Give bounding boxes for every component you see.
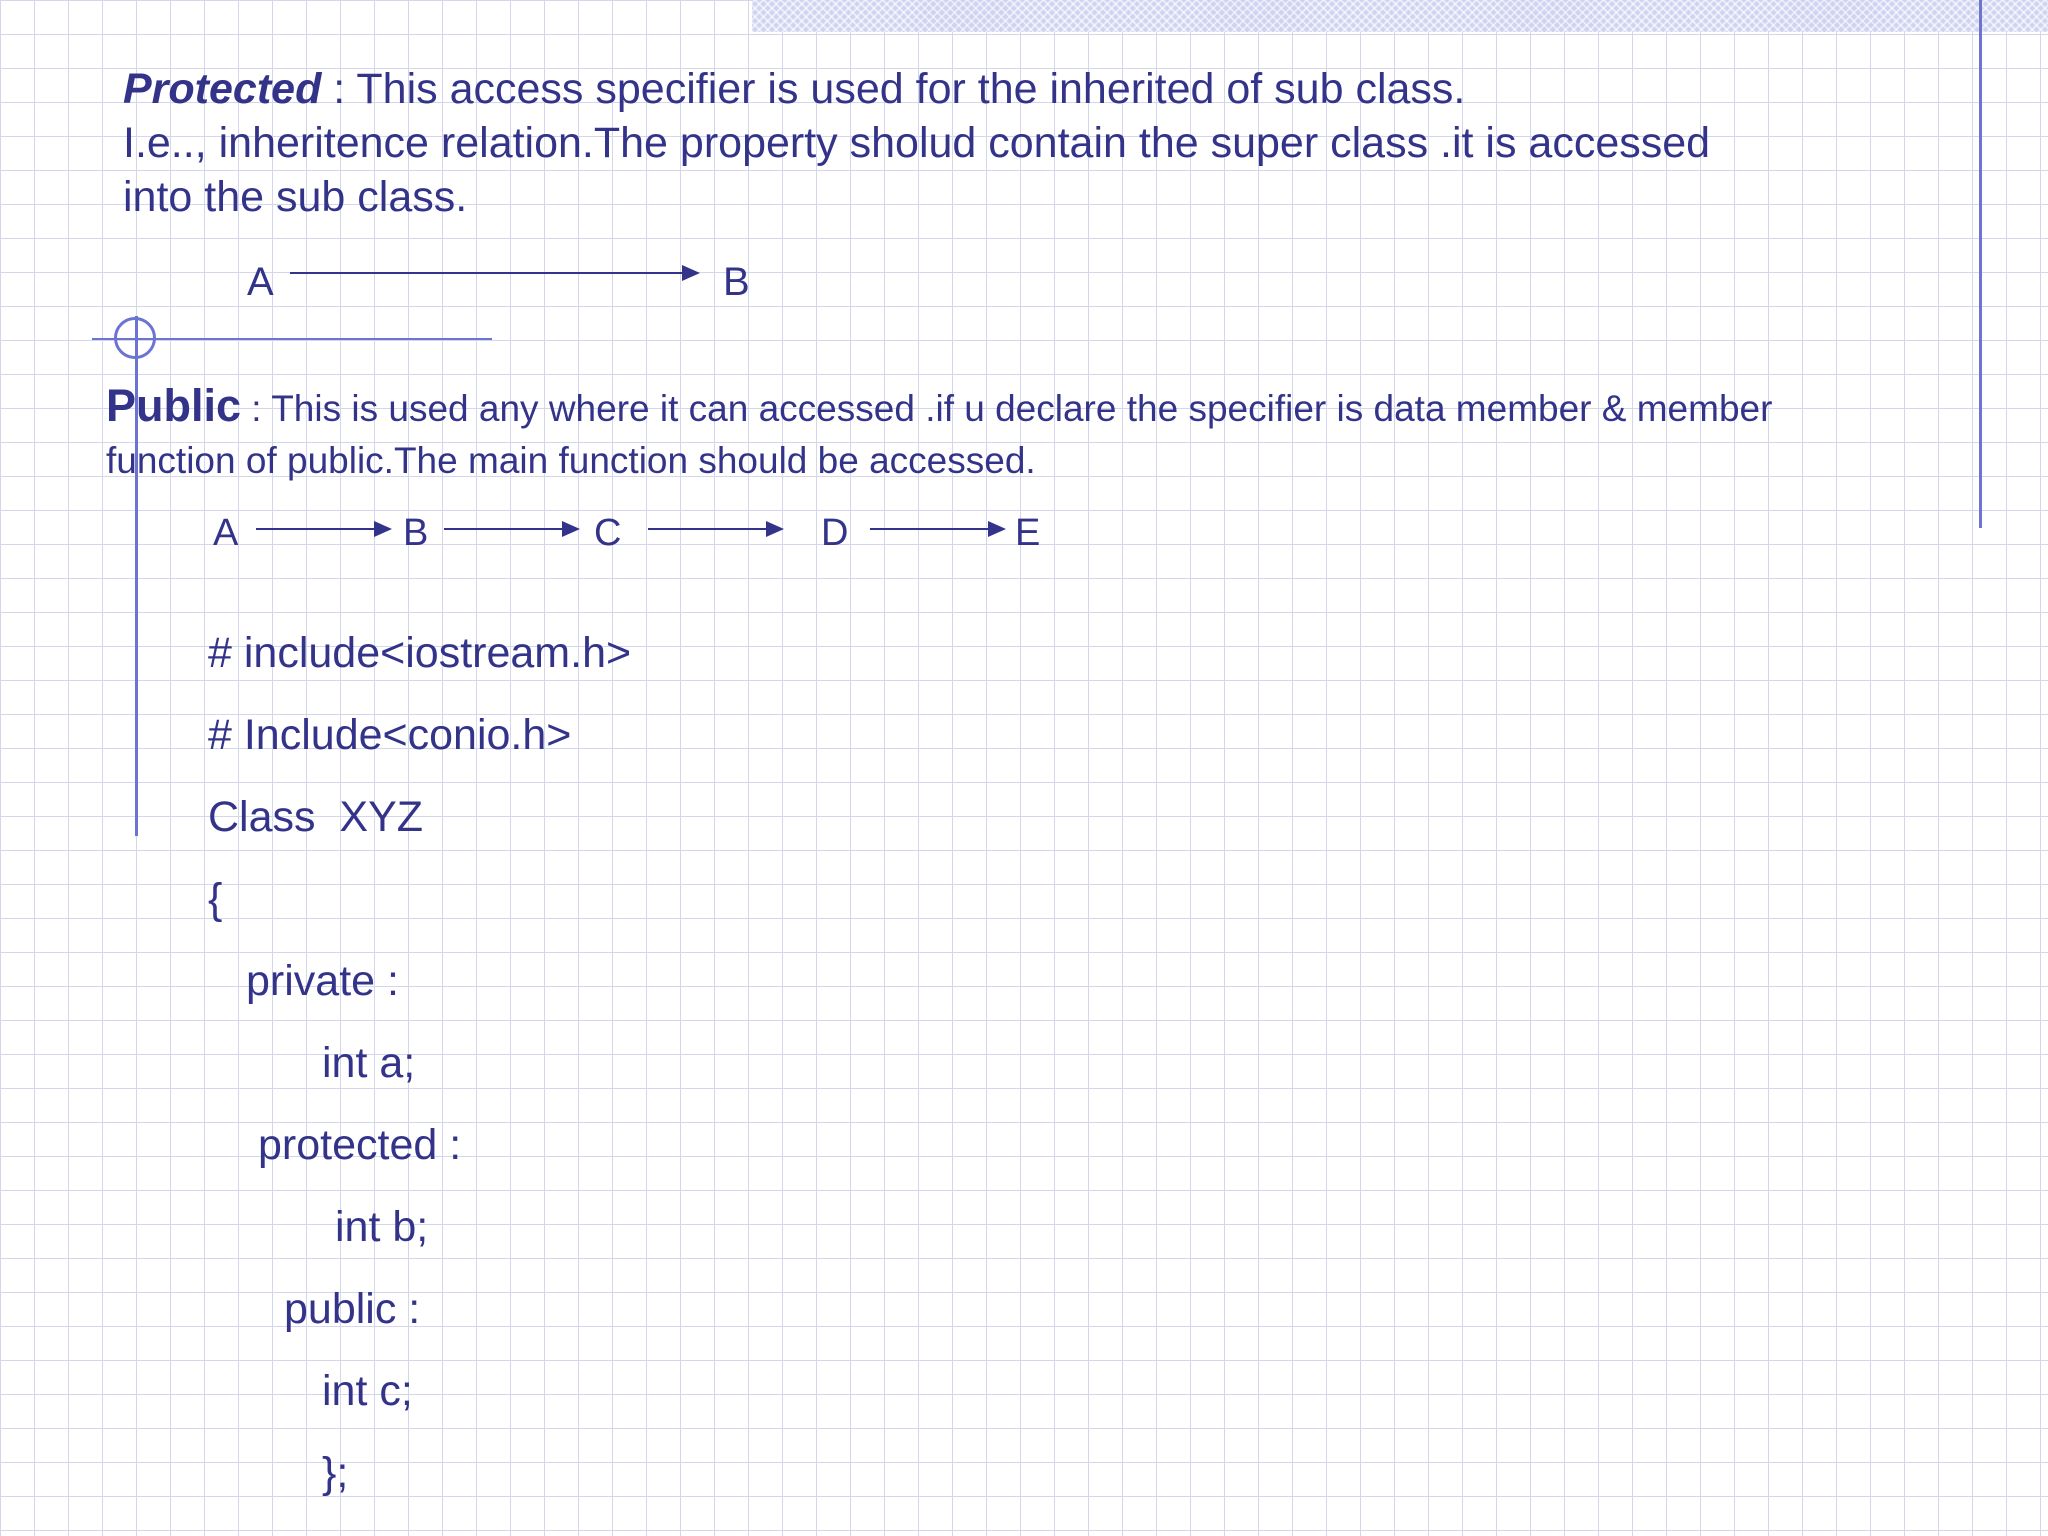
protected-diagram-node-a: A (247, 260, 274, 304)
code-line-int-c: int c; (322, 1367, 413, 1415)
code-line-include-conio: # Include<conio.h> (208, 711, 572, 759)
code-line-int-b: int b; (335, 1203, 429, 1251)
protected-term: Protected (123, 65, 322, 113)
protected-line-1-text: : This access specifier is used for the inherited of sub class. (321, 65, 1466, 113)
code-line-include-iostream: # include<iostream.h> (208, 629, 632, 677)
public-diagram-node-e: E (1015, 512, 1041, 554)
protected-diagram-arrow (290, 272, 698, 274)
code-line-class-decl: Class XYZ (208, 793, 424, 841)
top-decorative-band (752, 0, 2048, 32)
public-diagram-arrow-4 (870, 528, 1004, 530)
public-line-2: function of public.The main function should be accessed. (106, 440, 1036, 481)
public-description (106, 380, 1772, 487)
decorative-vertical-line-right (1979, 0, 1982, 528)
protected-line-3: into the sub class. (123, 173, 468, 221)
code-line-close-brace: }; (322, 1449, 349, 1497)
public-term: Public (106, 380, 242, 431)
code-line-private: private : (246, 957, 399, 1005)
public-line-1 (106, 380, 1772, 435)
public-diagram-node-a: A (213, 512, 239, 554)
code-line-protected: protected : (258, 1121, 462, 1169)
protected-line-1 (123, 62, 1710, 116)
code-line-open-brace: { (208, 875, 223, 923)
public-diagram-node-b: B (403, 512, 429, 554)
decorative-circle-icon (114, 317, 156, 359)
public-diagram-arrow-3 (648, 528, 782, 530)
protected-description (123, 62, 1710, 224)
public-diagram-node-c: C (594, 512, 622, 554)
public-line-1-text: : This is used any where it can accessed .if u declare the specifier is data member & member (241, 388, 1773, 429)
code-line-public: public : (284, 1285, 421, 1333)
public-diagram-arrow-2 (444, 528, 578, 530)
public-diagram-node-d: D (821, 512, 849, 554)
public-diagram-arrow-1 (256, 528, 390, 530)
protected-line-2: I.e.., inheritence relation.The property sholud contain the super class .it is accessed (123, 119, 1711, 167)
protected-diagram-node-b: B (723, 260, 750, 304)
code-line-int-a: int a; (322, 1039, 416, 1087)
